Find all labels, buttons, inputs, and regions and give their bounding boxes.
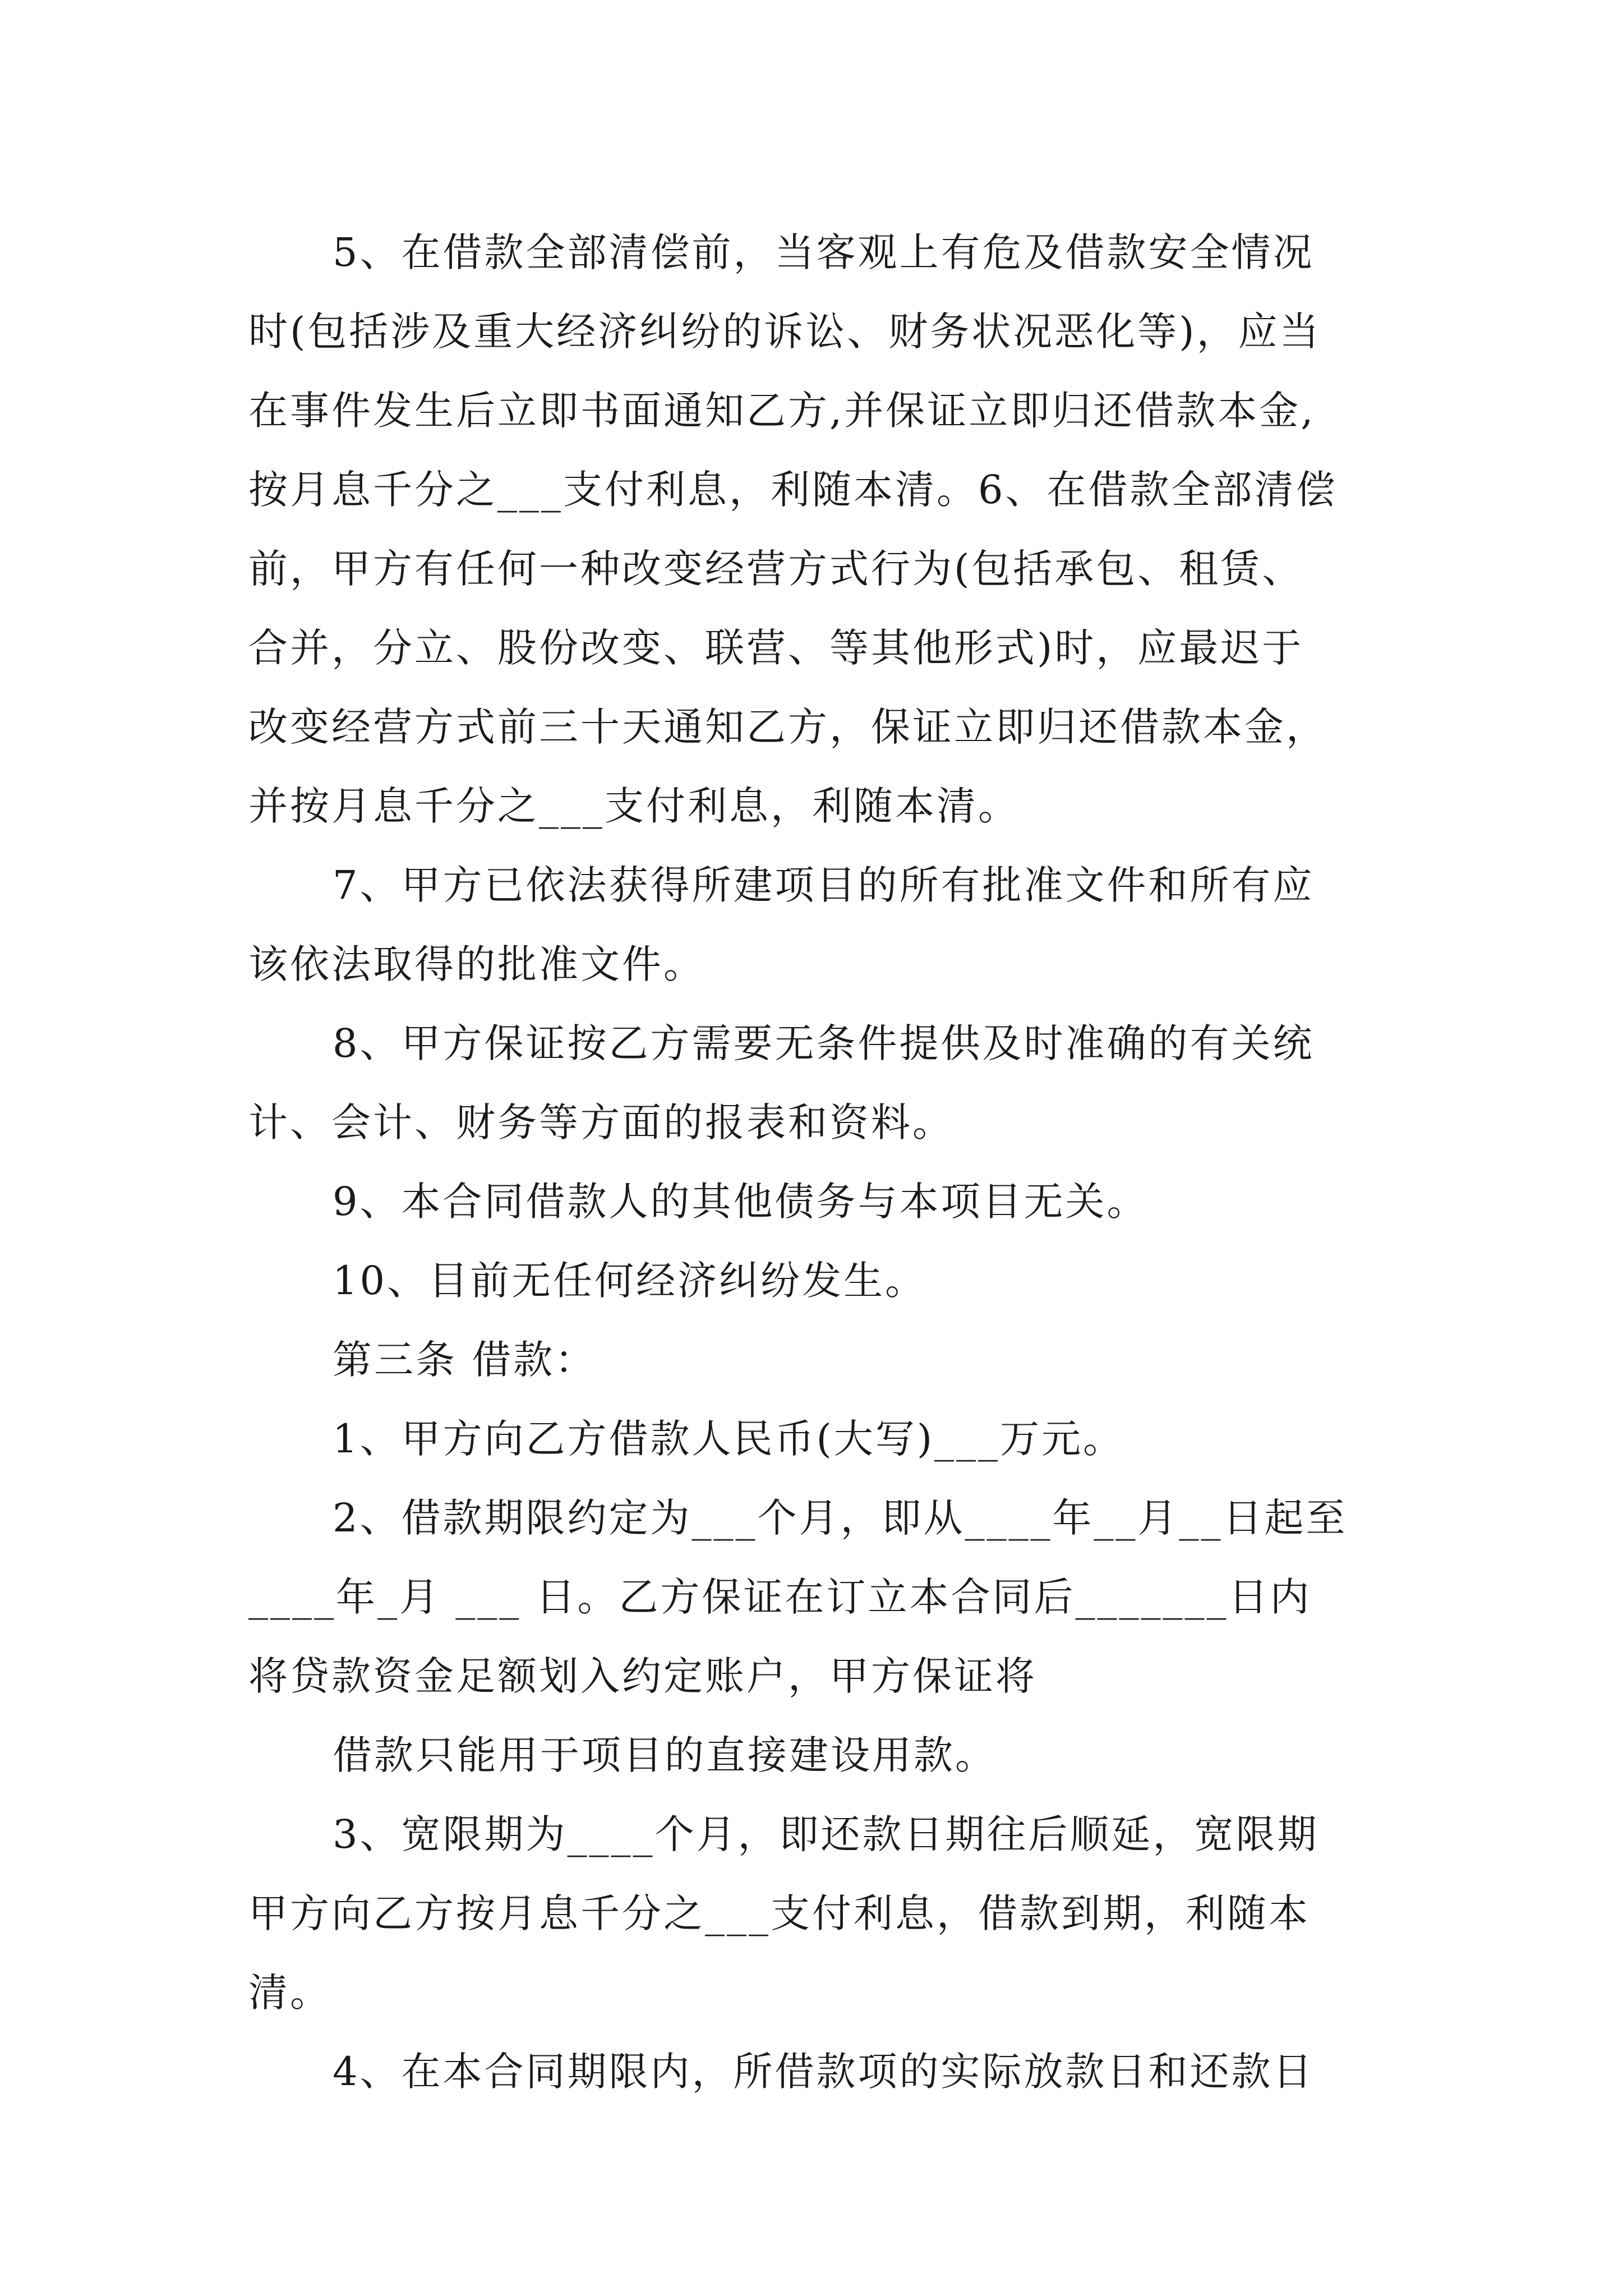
- clause-5-line-2: 时(包括涉及重大经济纠纷的诉讼、财务状况恶化等)，应当: [248, 309, 1321, 355]
- document-body: [248, 213, 1412, 2111]
- clause-5-line-3: 在事件发生后立即书面通知乙方,并保证立即归还借款本金,: [248, 388, 1316, 434]
- clause-6-line-5: 并按月息千分之___支付利息，利随本清。: [248, 783, 1020, 829]
- clause-7-line-2: 该依法取得的批准文件。: [248, 941, 705, 987]
- clause-5-6-line-4: 按月息千分之___支付利息，利随本清。6、在借款全部清偿: [248, 467, 1338, 513]
- clause-6-line-2: 前，甲方有任何一种改变经营方式行为(包括承包、租赁、: [248, 546, 1304, 592]
- article-3-item-2-line-1: 2、借款期限约定为___个月，即从____年__月__日起至: [333, 1495, 1348, 1541]
- article-3-item-1: 1、甲方向乙方借款人民币(大写)___万元。: [333, 1416, 1125, 1462]
- article-3-item-2-line-4: 借款只能用于项目的直接建设用款。: [333, 1732, 997, 1778]
- article-3-item-2-line-2: ____年_月 ___ 日。乙方保证在订立本合同后_______日内: [248, 1574, 1312, 1620]
- clause-6-line-4: 改变经营方式前三十天通知乙方，保证立即归还借款本金，: [248, 704, 1327, 750]
- article-3-heading: 第三条 借款：: [333, 1337, 597, 1383]
- article-3-item-3-line-1: 3、宽限期为____个月，即还款日期往后顺延，宽限期: [333, 1811, 1319, 1857]
- clause-9: 9、本合同借款人的其他债务与本项目无关。: [333, 1179, 1149, 1225]
- article-3-item-4-line-1: 4、在本合同期限内，所借款项的实际放款日和还款日: [333, 2049, 1315, 2095]
- clause-8-line-1: 8、甲方保证按乙方需要无条件提供及时准确的有关统: [333, 1020, 1315, 1066]
- article-3-item-3-line-3: 清。: [248, 1970, 331, 2016]
- article-3-item-3-line-2: 甲方向乙方按月息千分之___支付利息，借款到期，利随本: [248, 1890, 1310, 1936]
- clause-10: 10、目前无任何经济纠纷发生。: [333, 1258, 927, 1304]
- clause-5-line-1: 5、在借款全部清偿前，当客观上有危及借款安全情况: [333, 229, 1315, 275]
- clause-8-line-2: 计、会计、财务等方面的报表和资料。: [248, 1099, 954, 1145]
- clause-6-line-3: 合并，分立、股份改变、联营、等其他形式)时，应最迟于: [248, 625, 1304, 671]
- clause-7-line-1: 7、甲方已依法获得所建项目的所有批准文件和所有应: [333, 862, 1315, 908]
- article-3-item-2-line-3: 将贷款资金足额划入约定账户，甲方保证将: [248, 1653, 1037, 1699]
